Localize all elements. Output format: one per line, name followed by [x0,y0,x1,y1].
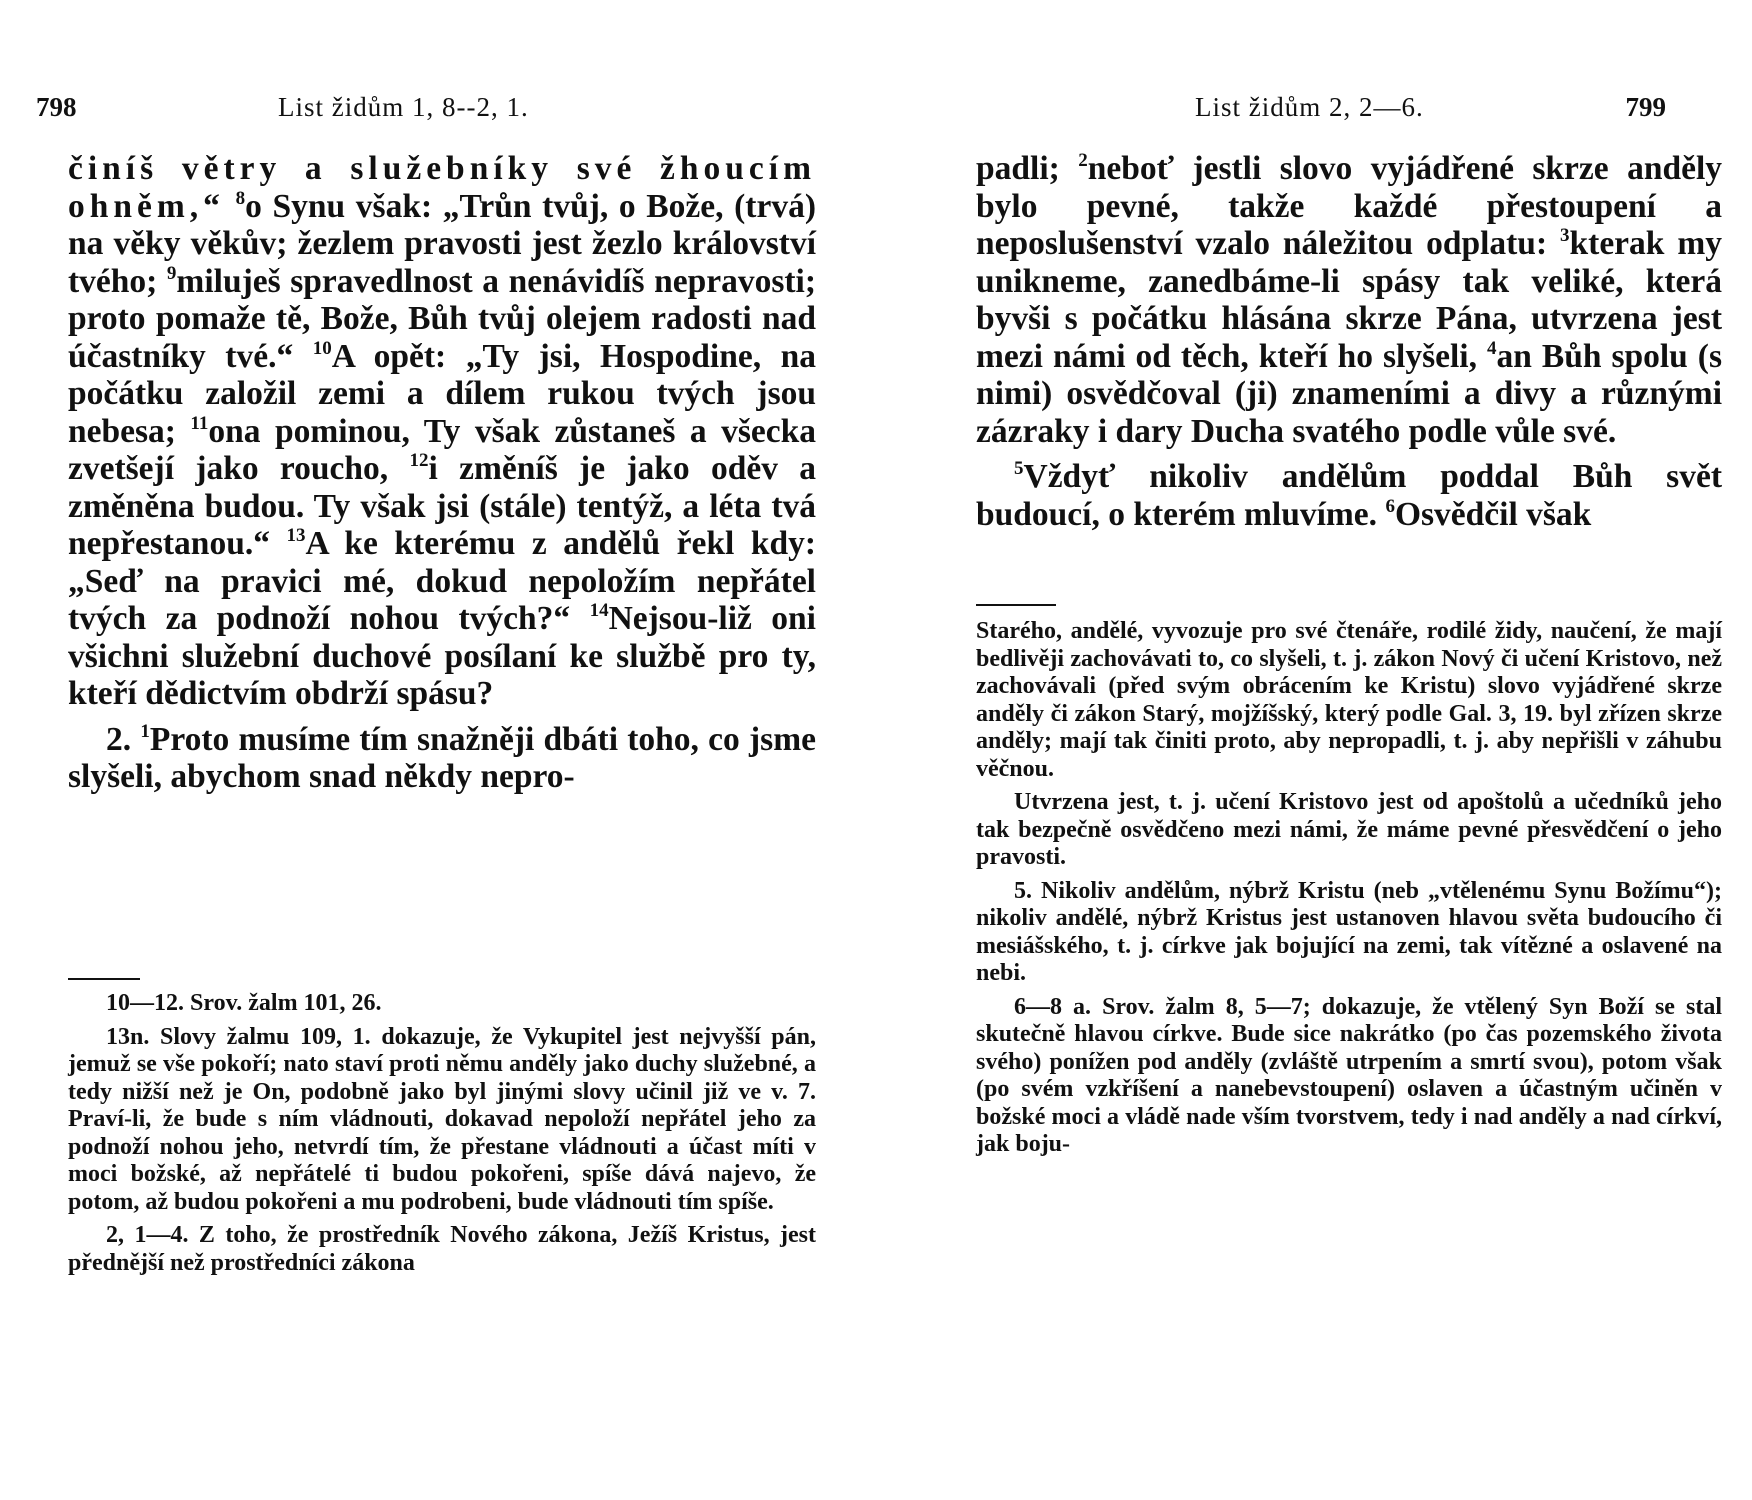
main-text [976,150,1722,533]
verse-number: 13 [286,525,306,546]
verse-number: 12 [409,450,429,471]
verse-number: 6 [1385,495,1395,517]
text-segment: A opět: „Ty jsi, Hospodine, na počátku založil zemi a dílem rukou tvých jsou nebesa; [68,337,816,450]
footnote-divider [976,604,1056,606]
text-segment: padli; [976,150,1060,187]
running-title: List židům 2, 2—6. [1195,92,1424,122]
main-text [68,150,816,796]
verse-number: 11 [190,412,209,434]
page-number: 798 [36,92,77,122]
verse-number: 1 [140,720,150,742]
text-segment: A ke kterému z andělů řekl kdy: „Seď na pravici mé, dokud nepoložím nepřátel tvých za podnoží nohou tvých?“ [68,525,817,637]
chapter-number: 2. [106,720,132,758]
verse-number: 10 [312,337,332,359]
text-segment: neboť jestli slovo vyjádřené skrze anděly bylo pevné, takže každé přestoupení a neposlušenství vzalo náležitou odplatu: [976,150,1723,262]
verse-number: 8 [235,187,246,209]
text-segment: činíš větry a služebníky své žhoucím ohněm,“ [68,150,816,225]
text-segment: miluješ spravedlnost a nenávidíš nepravosti; proto pomaže tě, Bože, Bůh tvůj olejem radosti nad účastníky tvé.“ [68,262,817,375]
verse-number: 3 [1560,225,1570,246]
left-page-header [0,92,760,124]
text-segment: Proto musíme tím snažněji dbáti toho, co jsme slyšeli, abychom snad někdy nepro- [68,720,816,795]
text-segment: an Bůh spolu (s nimi) osvědčoval (ji) znameními a divy a různými zázraky i dary Ducha svatého podle vůle své. [976,337,1722,450]
page-number: 799 [1625,92,1666,122]
text-segment: Vždyť nikoliv andělům poddal Bůh svět budoucí, o kterém mluvíme. [976,458,1722,533]
verse-number: 4 [1486,337,1497,359]
text-segment: Nejsou-liž oni všichni služební duchové posílaní ke službě pro ty, kteří dědictvím obdrží spásu? [68,600,816,712]
footnote: 6—8 a. Srov. žalm 8, 5—7; dokazuje, že vtělený Syn Boží se stal skutečně hlavou církve. Bude sice nakrátko (po čas pozemského života svého) ponížen pod anděly (zvláště utrpením a smrtí svou), potom však (po svém vzkříšení a nanebevstoupení) oslaven a účastným učiněn v božské moci a vládě nade vším tvorstvem, tedy i nad anděly a nad církví, jak boju- [976,993,1722,1157]
footnote: Starého, andělé, vyvozuje pro své čtenáře, rodilé židy, naučení, že mají bedlivěji zachovávati to, co slyšeli, t. j. zákon Nový či učení Kristovo, než zachovávali (před svým obrácením ke Kristu) slovo vyjádřené skrze anděly či zákon Starý, mojžíšský, který podle Gal. 3, 19. byl zřízen skrze anděly; mají tak činiti proto, aby nepropadli, t. j. aby nepřišli v záhubu věčnou. [976,618,1722,782]
text-segment: o Synu však: „Trůn tvůj, o Bože, (trvá) na věky věkův; žezlem pravosti jest žezlo království tvého; [68,187,816,300]
verse-number: 5 [1014,458,1024,479]
text-segment: i změníš je jako oděv a změněna budou. Ty však jsi (stále) tentýž, a léta tvá nepřestanou.“ [68,450,817,562]
footnotes [68,990,816,1283]
text-segment: ona pominou, Ty však zůstaneš a všecka zvetšejí jako roucho, [68,412,816,487]
running-title: List židům 1, 8--2, 1. [278,92,529,122]
verse-number: 2 [1078,150,1088,171]
left-page [0,0,817,1500]
right-page-header [876,92,1666,124]
footnote: 2, 1—4. Z toho, že prostředník Nového zákona, Ježíš Kristus, jest přednější než prostředníci zákona [68,1222,816,1276]
verse-number: 14 [589,600,609,621]
text-segment: kterak my unikneme, zanedbáme-li spásy tak veliké, která byvši s počátku hlásána skrze Pána, utvrzena jest mezi námi od těch, kteří ho slyšeli, [976,225,1723,375]
footnote: 13n. Slovy žalmu 109, 1. dokazuje, že Vykupitel jest nejvyšší pán, jemuž se vše pokoří; nato staví proti němu anděly jako duchy služebné, a tedy nižší než je On, podobně jako byl jinými slovy učinil již ve v. 7. Praví-li, že bude s ním vládnouti, dokavad nepoloží nepřátel jeho za podnoží nohou jeho, netvrdí tím, že přestane vládnouti a účast míti v moci božské, až nepřátelé ti budou pokořeni, spíše dává najevo, že potom, až budou pokořeni a mu podrobeni, bude vládnouti tím spíše. [68,1023,816,1215]
footnote: Utvrzena jest, t. j. učení Kristovo jest od apoštolů a učedníků jeho tak bezpečně osvědčeno mezi námi, že máme pevné přesvědčení o jeho pravosti. [976,789,1722,870]
footnote-divider [68,978,140,980]
right-page [876,0,1723,1500]
footnotes [976,618,1722,1165]
footnote: 5. Nikoliv andělům, nýbrž Kristu (neb „vtělenému Synu Božímu“); nikoliv andělé, nýbrž Kristus jest ustanoven hlavou světa budoucího či mesiášského, t. j. církve jak bojující na zemi, tak vítězné a oslavené na nebi. [976,877,1722,986]
text-segment: Osvědčil však [1394,495,1592,533]
footnote: 10—12. Srov. žalm 101, 26. [106,990,382,1016]
verse-number: 9 [166,262,177,284]
